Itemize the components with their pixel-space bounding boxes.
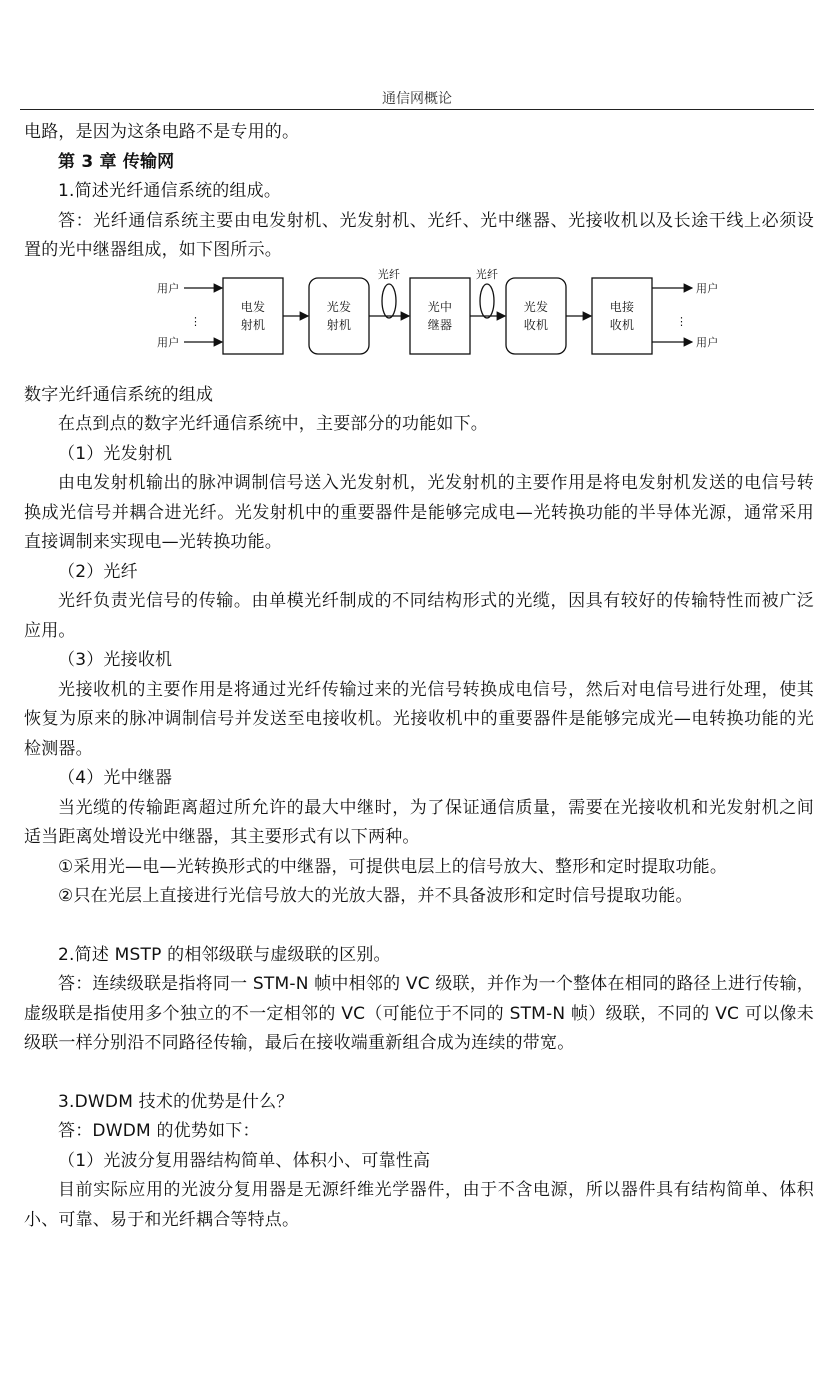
- section-4-item-1: ①采用光—电—光转换形式的中继器，可提供电层上的信号放大、整形和定时提取功能。: [58, 856, 728, 877]
- section-2-title: （2）光纤: [58, 561, 138, 582]
- header-rule: [20, 109, 814, 110]
- section-4-title: （4）光中继器: [58, 768, 173, 788]
- fiber-coil-2: [480, 284, 494, 318]
- box-4-line-1: 光发: [523, 299, 549, 314]
- user-label-in-bottom: 用户: [157, 335, 180, 349]
- box-3-line-1: 光中: [427, 299, 453, 314]
- answer-3-point-1-text: 目前实际应用的光波分复用器是无源纤维光学器件，由于不含电源，所以器件具有结构简单、体积小、可靠、易于和光纤耦合等特点。: [24, 1180, 814, 1230]
- box-5-line-2: 收机: [609, 317, 635, 332]
- ellipsis-out: ⋮: [676, 314, 688, 328]
- continued-paragraph: 电路，是因为这条电路不是专用的。: [24, 122, 300, 142]
- answer-2: 答：连续级联是指将同一 STM-N 帧中相邻的 VC 级联，并作为一个整体在相同的路径上进行传输，虚级联是指使用多个独立的不一定相邻的 VC（可能位于不同的 STM-N 帧）级联，不同的 VC 可以像未级联一样分别沿不同路径传输，最后在接收端重新组合成为连续的带宽。: [24, 974, 814, 1053]
- section-3-title: （3）光接收机: [58, 650, 173, 670]
- question-1: 1.简述光纤通信系统的组成。: [58, 181, 282, 201]
- box-2-line-2: 射机: [326, 317, 352, 332]
- answer-3-point-1-title: （1）光波分复用器结构简单、体积小、可靠性高: [58, 1150, 431, 1171]
- section-3-text: 光接收机的主要作用是将通过光纤传输过来的光信号转换成电信号，然后对电信号进行处理，使其恢复为原来的脉冲调制信号并发送至电接收机。光接收机中的重要器件是能够完成光—电转换功能的光检测器。: [24, 679, 814, 759]
- box-2-line-1: 光发: [326, 299, 352, 314]
- box-optical-transmitter: [309, 278, 369, 354]
- section-4-item-2: ②只在光层上直接进行光信号放大的光放大器，并不具备波形和定时信号提取功能。: [58, 886, 693, 906]
- box-4-line-2: 收机: [523, 317, 549, 332]
- section-4-text: 当光缆的传输距离超过所允许的最大中继时，为了保证通信质量，需要在光接收机和光发射机之间适当距离处增设光中继器，其主要形式有以下两种。: [24, 797, 814, 847]
- page-content: [24, 118, 814, 1235]
- answer-1: 答：光纤通信系统主要由电发射机、光发射机、光纤、光中继器、光接收机以及长途干线上必须设置的光中继器组成，如下图所示。: [24, 210, 814, 260]
- box-3-line-2: 继器: [427, 317, 453, 332]
- fiber-system-diagram: [24, 266, 814, 381]
- chapter-heading: 第 3 章 传输网: [58, 151, 175, 172]
- box-5-line-1: 电接: [609, 299, 635, 314]
- box-electrical-transmitter: [223, 278, 283, 354]
- running-header: 通信网概论: [382, 91, 452, 107]
- fiber-label-2: 光纤: [475, 267, 499, 281]
- box-electrical-receiver: [592, 278, 652, 354]
- user-label-in-top: 用户: [157, 281, 180, 295]
- figure-caption: 数字光纤通信系统的组成: [24, 384, 214, 405]
- answer-3: 答：DWDM 的优势如下：: [58, 1121, 260, 1141]
- user-label-out-bottom: 用户: [696, 335, 719, 349]
- section-1-text: 由电发射机输出的脉冲调制信号送入光发射机，光发射机的主要作用是将电发射机发送的电信号转换成光信号并耦合进光纤。光发射机中的重要器件是能够完成电—光转换功能的半导体光源，通常采用直接调制来实现电—光转换功能。: [24, 473, 814, 552]
- box-optical-repeater: [410, 278, 470, 354]
- section-2-text: 光纤负责光信号的传输。由单模光纤制成的不同结构形式的光缆，因具有较好的传输特性而被广泛应用。: [24, 591, 814, 641]
- box-1-line-2: 射机: [240, 317, 266, 332]
- question-2: 2.简述 MSTP 的相邻级联与虚级联的区别。: [58, 944, 391, 965]
- spacer: [24, 1059, 814, 1088]
- box-1-line-1: 电发: [240, 299, 266, 314]
- spacer: [24, 912, 814, 941]
- fiber-coil-1: [382, 284, 396, 318]
- section-1-title: （1）光发射机: [58, 443, 173, 464]
- question-3: 3.DWDM 技术的优势是什么？: [58, 1091, 294, 1112]
- box-optical-receiver: [506, 278, 566, 354]
- intro-paragraph: 在点到点的数字光纤通信系统中，主要部分的功能如下。: [58, 414, 488, 434]
- ellipsis-in: ⋮: [190, 314, 202, 328]
- user-label-out-top: 用户: [696, 281, 719, 295]
- fiber-label-1: 光纤: [377, 267, 401, 281]
